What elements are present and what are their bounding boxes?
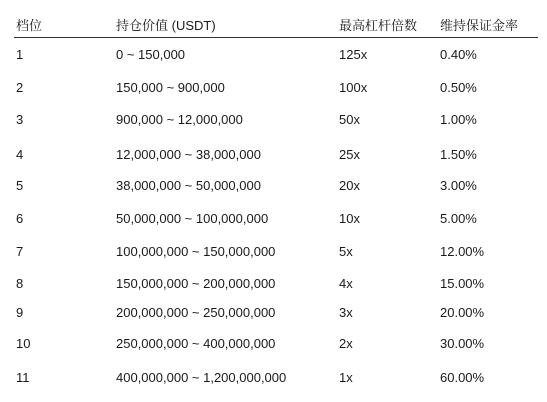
max-leverage-cell: 50x <box>339 112 360 127</box>
position-value-cell: 150,000 ~ 900,000 <box>116 80 225 95</box>
max-leverage-cell: 1x <box>339 370 353 385</box>
header-max-leverage: 最高杠杆倍数 <box>339 18 418 33</box>
tier-cell: 1 <box>16 47 24 62</box>
max-leverage-cell: 10x <box>339 211 360 226</box>
tier-cell: 8 <box>16 276 24 291</box>
position-value-cell: 150,000,000 ~ 200,000,000 <box>116 276 276 291</box>
table-row <box>0 370 547 390</box>
max-leverage-cell: 5x <box>339 244 353 259</box>
tier-cell: 2 <box>16 80 24 95</box>
maintenance-margin-cell: 1.50% <box>440 147 477 162</box>
maintenance-margin-cell: 3.00% <box>440 178 477 193</box>
header-maintenance-margin-rate: 维持保证金率 <box>440 18 519 33</box>
max-leverage-cell: 25x <box>339 147 360 162</box>
maintenance-margin-cell: 15.00% <box>440 276 485 291</box>
position-value-cell: 38,000,000 ~ 50,000,000 <box>116 178 261 193</box>
header-position-value: 持仓价值 (USDT) <box>116 18 216 33</box>
maintenance-margin-cell: 60.00% <box>440 370 485 385</box>
maintenance-margin-cell: 20.00% <box>440 305 485 320</box>
tier-cell: 11 <box>16 370 30 385</box>
tier-cell: 4 <box>16 147 24 162</box>
table-row <box>0 147 547 167</box>
position-value-cell: 12,000,000 ~ 38,000,000 <box>116 147 261 162</box>
tier-cell: 5 <box>16 178 24 193</box>
header-divider <box>14 37 538 38</box>
maintenance-margin-cell: 0.40% <box>440 47 477 62</box>
tier-cell: 10 <box>16 336 31 351</box>
maintenance-margin-cell: 30.00% <box>440 336 485 351</box>
table-row <box>0 178 547 198</box>
table-row <box>0 211 547 231</box>
table-row <box>0 47 547 67</box>
table-row <box>0 305 547 325</box>
tier-cell: 6 <box>16 211 24 226</box>
max-leverage-cell: 100x <box>339 80 368 95</box>
table-row <box>0 276 547 296</box>
position-value-cell: 250,000,000 ~ 400,000,000 <box>116 336 276 351</box>
position-value-cell: 400,000,000 ~ 1,200,000,000 <box>116 370 287 385</box>
max-leverage-cell: 125x <box>339 47 368 62</box>
table-row <box>0 80 547 100</box>
max-leverage-cell: 2x <box>339 336 353 351</box>
table-row <box>0 336 547 356</box>
tier-cell: 7 <box>16 244 24 259</box>
position-value-cell: 0 ~ 150,000 <box>116 47 186 62</box>
table-header-row <box>0 0 547 38</box>
position-value-cell: 200,000,000 ~ 250,000,000 <box>116 305 276 320</box>
position-value-cell: 50,000,000 ~ 100,000,000 <box>116 211 269 226</box>
maintenance-margin-cell: 0.50% <box>440 80 477 95</box>
position-value-cell: 100,000,000 ~ 150,000,000 <box>116 244 276 259</box>
maintenance-margin-cell: 5.00% <box>440 211 477 226</box>
max-leverage-cell: 20x <box>339 178 360 193</box>
header-tier: 档位 <box>16 18 43 33</box>
table-row <box>0 244 547 264</box>
max-leverage-cell: 4x <box>339 276 353 291</box>
max-leverage-cell: 3x <box>339 305 353 320</box>
table-row <box>0 112 547 132</box>
maintenance-margin-cell: 12.00% <box>440 244 485 259</box>
tier-cell: 3 <box>16 112 24 127</box>
tier-cell: 9 <box>16 305 24 320</box>
maintenance-margin-cell: 1.00% <box>440 112 477 127</box>
position-value-cell: 900,000 ~ 12,000,000 <box>116 112 243 127</box>
